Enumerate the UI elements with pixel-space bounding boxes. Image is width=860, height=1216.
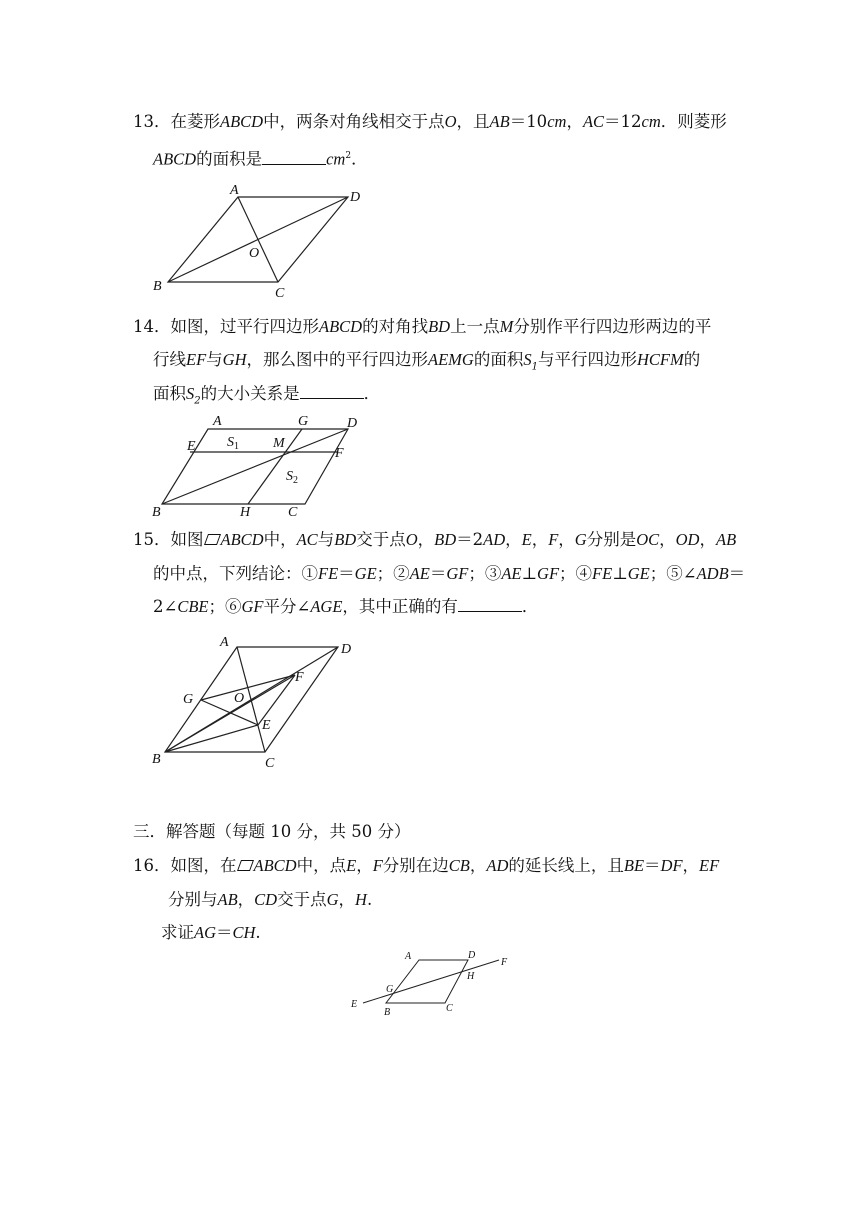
q16-parallelogram-figure (345, 945, 515, 1020)
text: ， (356, 856, 373, 875)
text: ABCD (253, 856, 297, 875)
text: CBE (177, 597, 209, 616)
text: AGE (310, 597, 343, 616)
text: 的面积 (473, 350, 524, 369)
text: ；② (376, 564, 410, 583)
label-A: A (213, 414, 222, 429)
text: M (499, 317, 514, 336)
text: CB (448, 856, 470, 875)
text: 与 (317, 530, 335, 549)
label-s1-sub: 1 (234, 441, 239, 452)
text: GF (446, 564, 469, 583)
q15-line2 (153, 564, 745, 584)
q14-line3 (153, 384, 380, 411)
label-D: D (468, 950, 476, 961)
label-O: O (249, 246, 260, 261)
text: ， (566, 112, 583, 131)
label-E: E (187, 439, 196, 454)
label-B: B (153, 279, 162, 294)
text: G (326, 890, 339, 909)
text: 平分∠ (263, 597, 311, 616)
text: S (523, 350, 532, 369)
text: ＝10 (509, 112, 548, 131)
text: ，且 (456, 112, 490, 131)
text: 交于点 (277, 890, 327, 909)
text: ABCD (153, 149, 197, 169)
text: 求证 (161, 923, 194, 942)
text: EF (699, 856, 720, 875)
text: cm (641, 112, 661, 131)
text: AB (489, 112, 510, 131)
label-s1-letter: S (227, 435, 234, 450)
label-s2-sub: 2 (293, 475, 298, 486)
label-H: H (467, 971, 475, 982)
label-F: F (501, 957, 508, 968)
text: ， (531, 530, 549, 549)
text: 分别是 (586, 530, 637, 549)
text: ；③ (468, 564, 502, 583)
text: E (346, 856, 357, 875)
text: F (548, 530, 559, 549)
q13-number: 13． (133, 112, 171, 131)
parallelogram-symbol (236, 860, 253, 871)
text: ABCD (319, 317, 363, 336)
text: H (355, 890, 367, 909)
q14-number: 14． (133, 317, 171, 336)
label-S1 (227, 435, 239, 452)
label-D: D (341, 642, 352, 657)
text: BE (623, 856, 645, 875)
text: OC (636, 530, 660, 549)
answer-blank (458, 597, 522, 612)
text: ，那么图中的平行四边形 (246, 350, 429, 369)
q13-line2 (153, 146, 368, 170)
text: ＝ (216, 923, 233, 942)
text: F (372, 856, 383, 875)
text: ， (417, 530, 435, 549)
q16-line1 (133, 856, 719, 876)
q15-line1 (133, 530, 736, 550)
text: ， (237, 890, 255, 909)
text: 在菱形 (170, 112, 220, 131)
text: AC (582, 112, 605, 131)
text: AG (194, 923, 216, 942)
text: AB (217, 890, 238, 909)
text: BD (334, 530, 357, 549)
label-B: B (152, 752, 161, 767)
text: 如图，在 (170, 856, 237, 875)
text: ＝ (429, 564, 447, 583)
q14-line2 (153, 350, 700, 377)
answer-blank (300, 384, 364, 399)
text: GF (241, 597, 264, 616)
text: ABCD (220, 530, 264, 549)
text: AB (715, 530, 737, 549)
text: AE (501, 564, 522, 583)
parallelogram-symbol (203, 534, 220, 545)
text: cm (326, 149, 346, 169)
q16-number: 16． (133, 856, 171, 875)
text: AC (296, 530, 318, 549)
text: ． (363, 384, 381, 403)
text: 分别作平行四边形两边的平 (513, 317, 712, 336)
q16-line2 (168, 890, 372, 910)
label-s2-letter: S (286, 469, 293, 484)
label-A: A (220, 635, 229, 650)
text: . (366, 890, 373, 909)
label-B: B (384, 1007, 391, 1018)
text: ． (521, 597, 539, 616)
q13-line1 (133, 112, 727, 132)
text: 交于点 (356, 530, 406, 549)
text: 与 (206, 350, 223, 369)
label-A: A (230, 183, 239, 198)
text: ⊥ (521, 564, 538, 583)
text: ．则菱形 (660, 112, 727, 131)
text: ， (558, 530, 575, 549)
label-G: G (183, 692, 194, 707)
text: 如图，过平行四边形 (170, 317, 319, 336)
text: ；④ (559, 564, 593, 583)
text: BD (434, 530, 457, 549)
label-G: G (386, 984, 394, 995)
text: S (186, 384, 195, 403)
text: 的中点，下列结论：① (153, 564, 318, 583)
text: AD (483, 530, 506, 549)
text: 分别在边 (382, 856, 449, 875)
text: ， (682, 856, 700, 875)
text: ；⑤∠ (649, 564, 697, 583)
text: 2 (194, 395, 201, 407)
text: AD (486, 856, 509, 875)
text: ， (469, 856, 487, 875)
text: 行线 (153, 350, 186, 369)
label-E: E (262, 718, 271, 733)
q15-line3 (153, 597, 538, 617)
text: . (255, 923, 261, 942)
label-B: B (152, 505, 161, 520)
text: O (444, 112, 457, 131)
text: CH (232, 923, 256, 942)
text: ＝12 (604, 112, 642, 131)
text: ADB (696, 564, 729, 583)
text: 面积 (153, 384, 186, 403)
text: ＝ (728, 564, 746, 583)
text: G (574, 530, 587, 549)
label-C: C (265, 756, 275, 771)
text: GF (537, 564, 560, 583)
text: EF (186, 350, 207, 369)
label-D: D (347, 416, 358, 431)
label-A: A (405, 951, 412, 962)
text: 的大小关系是 (200, 384, 300, 403)
text: ；⑥ (208, 597, 242, 616)
q14-line1 (133, 317, 711, 337)
answer-blank (262, 150, 326, 165)
text: ， (505, 530, 522, 549)
text: AEMG (428, 350, 474, 369)
text: ＝2 (456, 530, 484, 549)
text: 的对角找 (362, 317, 429, 336)
text: HCFM (636, 350, 684, 369)
text: CD (254, 890, 278, 909)
text: 2∠ (153, 597, 178, 616)
label-D: D (350, 190, 361, 205)
text: OD (675, 530, 700, 549)
label-S2 (286, 469, 298, 486)
text: 上一点 (450, 317, 500, 336)
text: GE (354, 564, 377, 583)
text: 中，点 (296, 856, 347, 875)
text: ＝ (644, 856, 661, 875)
label-F: F (295, 670, 304, 685)
text: FE (318, 564, 339, 583)
label-C: C (288, 505, 298, 520)
label-F: F (335, 446, 344, 461)
text: 分别与 (168, 890, 218, 909)
text: ＝ (338, 564, 355, 583)
section-3-heading: 三．解答题（每题 10 分，共 50 分） (133, 822, 411, 841)
text: 与平行四边形 (537, 350, 637, 369)
label-E: E (351, 999, 358, 1010)
text: 2 (345, 151, 352, 161)
label-O: O (234, 691, 245, 706)
q14-parallelogram-figure (145, 410, 375, 522)
q16-line3 (161, 923, 261, 943)
q15-parallelogram-figure (145, 630, 375, 775)
text: 1 (531, 361, 538, 373)
text: FE (592, 564, 613, 583)
text: 的 (683, 350, 701, 369)
text: E (521, 530, 532, 549)
text: BD (428, 317, 451, 336)
text: 如图 (170, 530, 204, 549)
text: GH (222, 350, 247, 369)
label-H: H (240, 505, 251, 520)
text: ， (699, 530, 716, 549)
q15-number: 15． (133, 530, 171, 549)
text: ，其中正确的有 (342, 597, 458, 616)
text: cm (547, 112, 567, 131)
label-G: G (298, 414, 309, 429)
label-C: C (446, 1003, 453, 1014)
q13-rhombus-figure (145, 180, 375, 300)
text: 的延长线上，且 (508, 856, 624, 875)
text: GE (627, 564, 650, 583)
text: AE (409, 564, 430, 583)
text: 中， (263, 530, 297, 549)
text: ， (338, 890, 356, 909)
text: O (405, 530, 418, 549)
text: ⊥ (612, 564, 628, 583)
text: ． (351, 149, 368, 169)
text: ， (659, 530, 676, 549)
label-C: C (275, 286, 285, 300)
text: DF (660, 856, 683, 875)
label-M: M (273, 436, 285, 451)
text: 中，两条对角线相交于点 (263, 112, 445, 131)
text: ABCD (220, 112, 264, 131)
text: 的面积是 (196, 149, 263, 169)
